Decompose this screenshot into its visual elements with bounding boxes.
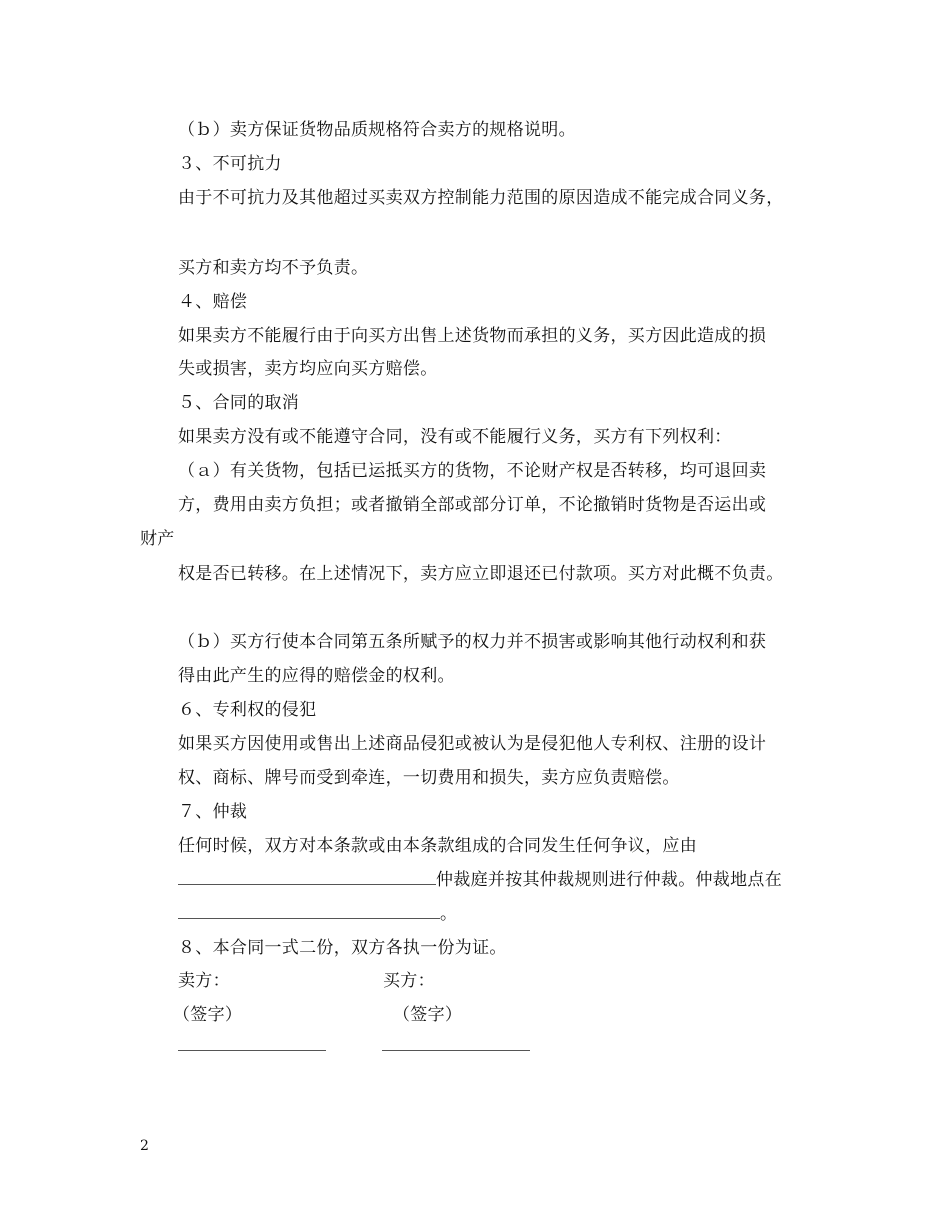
heading-patent: ６、专利权的侵犯 [178,700,317,720]
seller-signature-line [178,1050,326,1051]
clause-5a-4: 权是否已转移。在上述情况下，卖方应立即退还已付款项。买方对此概不负责。 [178,564,784,584]
clause-5b-2: 得由此产生的应得的赔偿金的权利。 [178,666,455,686]
cancellation-text-1: 如果卖方没有或不能遵守合同，没有或不能履行义务，买方有下列权利： [178,427,732,447]
patent-text-2: 权、商标、牌号而受到牵连，一切费用和损失，卖方应负责赔偿。 [178,768,680,788]
seller-label: 卖方： [178,971,230,991]
arbitration-court-blank [178,868,436,885]
force-majeure-text-2: 买方和卖方均不予负责。 [178,258,369,278]
heading-arbitration: ７、仲裁 [178,802,248,822]
heading-compensation: ４、赔偿 [178,292,248,312]
page-number: 2 [140,1138,149,1154]
heading-force-majeure: ３、不可抗力 [178,154,282,174]
arbitration-text-3-content: 。 [440,904,458,924]
force-majeure-text-1: 由于不可抗力及其他超过买卖双方控制能力范围的原因造成不能完成合同义务， [178,188,784,208]
compensation-text-2: 失或损害，卖方均应向买方赔偿。 [178,359,438,379]
copies-clause: ８、本合同一式二份，双方各执一份为证。 [178,938,507,958]
clause-5a-1: （ａ）有关货物，包括已运抵买方的货物，不论财产权是否转移，均可退回卖 [178,461,767,481]
clause-5a-3: 财产 [140,529,175,549]
patent-text-1: 如果买方因使用或售出上述商品侵犯或被认为是侵犯他人专利权、注册的设计 [178,734,767,754]
arbitration-text-3 [178,902,457,926]
buyer-signature-line [382,1050,530,1051]
heading-cancellation: ５、合同的取消 [178,393,300,413]
clause-5b-1: （ｂ）买方行使本合同第五条所赋予的权力并不损害或影响其他行动权利和获 [178,632,767,652]
seller-signature-label: （签字） [173,1005,243,1025]
buyer-label: 买方： [383,971,435,991]
clause-2b: （ｂ）卖方保证货物品质规格符合卖方的规格说明。 [178,120,576,140]
compensation-text-1: 如果卖方不能履行由于向买方出售上述货物而承担的义务，买方因此造成的损 [178,326,767,346]
arbitration-place-blank [178,902,440,919]
arbitration-text-2 [178,868,782,892]
arbitration-text-1: 任何时候，双方对本条款或由本条款组成的合同发生任何争议，应由 [178,836,697,856]
arbitration-text-2-content: 仲裁庭并按其仲裁规则进行仲裁。仲裁地点在 [436,870,782,890]
clause-5a-2: 方，费用由卖方负担；或者撤销全部或部分订单，不论撤销时货物是否运出或 [178,495,767,515]
buyer-signature-label: （签字） [393,1005,463,1025]
